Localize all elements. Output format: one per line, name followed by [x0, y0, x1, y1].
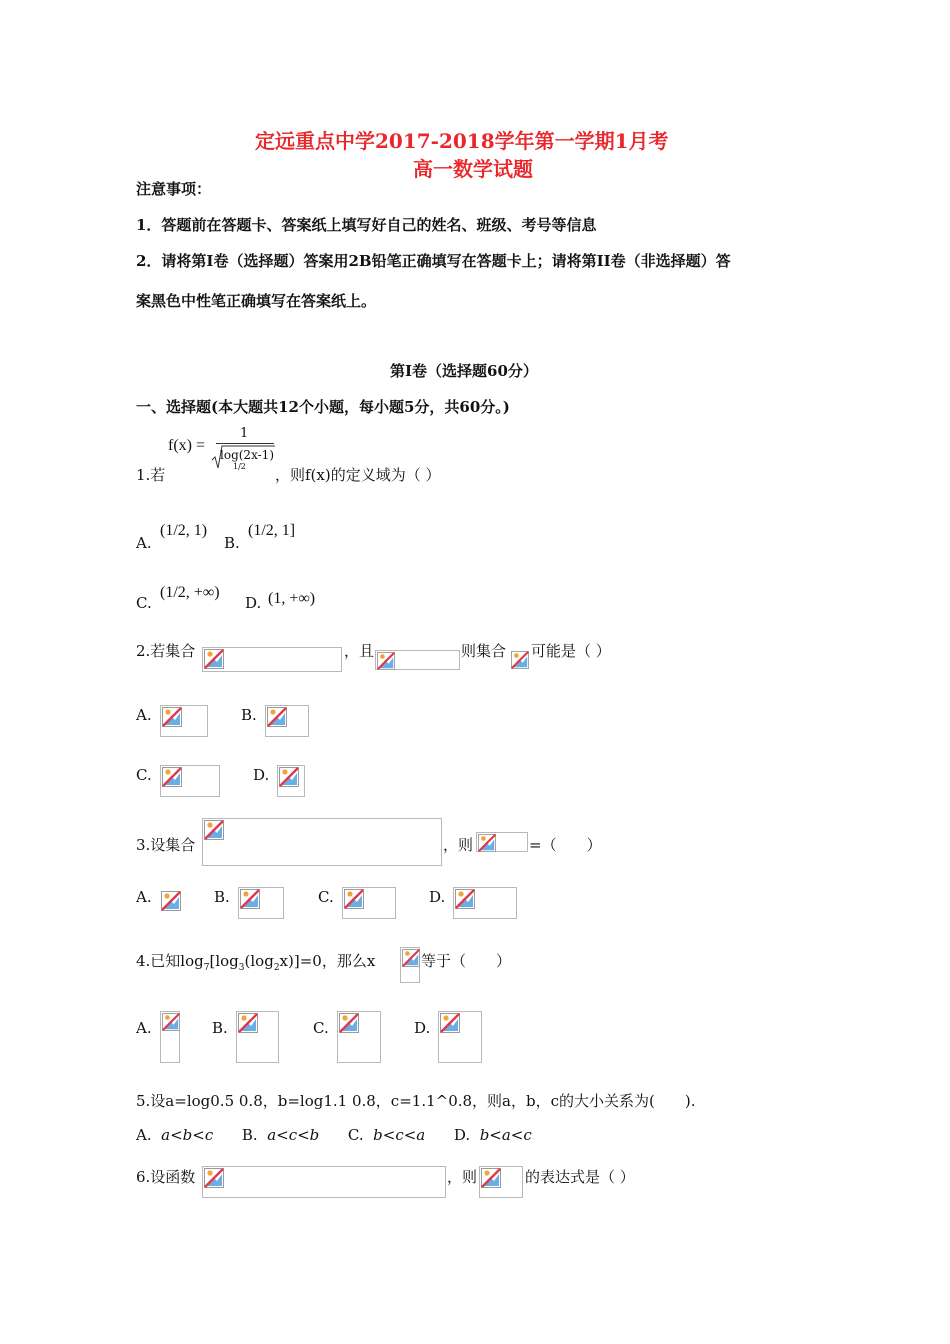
- q4-part-2: [log: [209, 952, 239, 970]
- q2-then-set: 则集合: [461, 642, 507, 660]
- q5-options: [136, 1126, 532, 1144]
- broken-image-icon: [204, 649, 224, 669]
- q3-option-b-image: [238, 887, 284, 919]
- q2-option-b-label: B.: [241, 706, 257, 724]
- q3-suffix: =（ ）: [529, 836, 602, 854]
- q1-log-text: log: [220, 448, 239, 462]
- q4-option-b-image: [236, 1011, 279, 1063]
- q1-option-c-value: (1/2, +∞): [160, 584, 220, 601]
- broken-image-icon: [455, 889, 475, 909]
- q3-option-d-image: [453, 887, 517, 919]
- q5-option-c-value: b<c<a: [373, 1126, 426, 1144]
- q1-option-a-value: (1/2, 1): [160, 522, 208, 539]
- broken-image-icon: [511, 651, 529, 669]
- q4-part-4: x)]=0，那么x: [279, 952, 376, 970]
- q5-option-a-label: A.: [136, 1126, 152, 1144]
- broken-image-icon: [344, 889, 364, 909]
- q4-option-a-label: A.: [136, 1019, 152, 1037]
- q4-option-a-image: [160, 1011, 180, 1063]
- q3-prefix: 3.设集合: [136, 836, 196, 854]
- q1-log-arg: (2x-1): [238, 448, 274, 462]
- q6-suffix: 的表达式是（ ）: [525, 1168, 635, 1186]
- q5-option-b-value: a<c<b: [267, 1126, 320, 1144]
- q4-part-1: 4.已知log: [136, 952, 204, 970]
- q2-set-b-image: [510, 650, 530, 670]
- q2-option-d-image: [277, 765, 305, 797]
- q2-option-c-label: C.: [136, 766, 152, 784]
- q5-stem: 5.设a=log0.5 0.8，b=log1.1 0.8，c=1.1^0.8，则a，b，c的大小关系为( ).: [136, 1092, 696, 1110]
- notice-item-2-cont: 案黑色中性笔正确填写在答案纸上。: [136, 292, 377, 310]
- q3-expression-image: [476, 832, 528, 852]
- q4-part-3: (log: [244, 952, 274, 970]
- broken-image-icon: [440, 1013, 460, 1033]
- q2-condition-image: [375, 650, 460, 670]
- q3-option-a-label: A.: [136, 888, 152, 906]
- q4-sub-1: 7: [203, 963, 210, 973]
- q2-option-d-label: D.: [253, 766, 270, 784]
- notice-heading: 注意事项：: [136, 180, 212, 198]
- exam-title: 定远重点中学2017-2018学年第一学期1月考: [255, 129, 669, 153]
- q4-exponent-image: [400, 947, 420, 983]
- q3-option-c-label: C.: [318, 888, 334, 906]
- q5-option-d-label: D.: [453, 1126, 471, 1144]
- q3-option-a-image: [160, 890, 182, 914]
- broken-image-icon: [162, 767, 182, 787]
- q4-option-c-label: C.: [313, 1019, 329, 1037]
- q5-option-a-value: a<b<c: [161, 1126, 214, 1144]
- q2-option-a-image: [160, 705, 208, 737]
- q4-suffix: 等于（ ）: [421, 952, 512, 970]
- q2-suffix: 可能是（ ）: [531, 642, 611, 660]
- q1-formula-denominator: [220, 448, 274, 462]
- broken-image-icon: [478, 834, 496, 852]
- q1-option-d-value: (1, +∞): [268, 590, 316, 607]
- q3-set-image: [202, 818, 442, 866]
- q4-option-c-image: [337, 1011, 381, 1063]
- q2-prefix: 2.若集合: [136, 642, 196, 660]
- q4-stem: [136, 950, 375, 973]
- q1-option-c-label: C.: [136, 594, 152, 612]
- q4-option-d-image: [438, 1011, 482, 1063]
- q4-option-b-label: B.: [212, 1019, 228, 1037]
- broken-image-icon: [402, 949, 420, 967]
- q1-option-d-label: D.: [245, 594, 262, 612]
- broken-image-icon: [377, 652, 395, 670]
- broken-image-icon: [267, 707, 287, 727]
- q2-and: ，且: [344, 642, 375, 660]
- q5-option-c-label: C.: [347, 1126, 364, 1144]
- q6-function-image: [202, 1166, 446, 1198]
- broken-image-icon: [238, 1013, 258, 1033]
- q1-prefix: 1.若: [136, 466, 166, 484]
- q1-log-base: 1/2: [233, 462, 246, 471]
- broken-image-icon: [204, 1168, 224, 1188]
- broken-image-icon: [339, 1013, 359, 1033]
- q4-sub-3: 2: [273, 963, 280, 973]
- q2-option-a-label: A.: [136, 706, 152, 724]
- q6-expression-image: [479, 1166, 523, 1198]
- q3-option-d-label: D.: [429, 888, 446, 906]
- q4-sub-2: 3: [238, 963, 245, 973]
- q6-then: ，则: [447, 1168, 478, 1186]
- q1-option-b-label: B.: [224, 534, 240, 552]
- q4-option-d-label: D.: [414, 1019, 431, 1037]
- exam-subtitle: 高一数学试题: [413, 157, 533, 181]
- q1-formula-numerator: 1: [240, 426, 249, 441]
- q3-option-c-image: [342, 887, 396, 919]
- notice-item-1: 1．答题前在答题卡、答案纸上填写好自己的姓名、班级、考号等信息: [136, 216, 597, 234]
- q1-option-a-label: A.: [136, 534, 152, 552]
- q5-option-b-label: B.: [241, 1126, 258, 1144]
- broken-image-icon: [161, 891, 181, 911]
- q2-set-a-image: [202, 647, 342, 672]
- q1-suffix: ，则f(x)的定义域为（ ）: [275, 466, 441, 484]
- broken-image-icon: [240, 889, 260, 909]
- notice-item-2: 2．请将第I卷（选择题）答案用2B铅笔正确填写在答题卡上；请将第II卷（非选择题）答: [136, 252, 731, 270]
- q5-option-d-value: b<a<c: [479, 1126, 532, 1144]
- q3-then: ，则: [443, 836, 474, 854]
- q1-option-b-value: (1/2, 1]: [248, 522, 296, 539]
- broken-image-icon: [162, 1013, 180, 1031]
- q2-option-b-image: [265, 705, 309, 737]
- broken-image-icon: [162, 707, 182, 727]
- section-title: 第I卷（选择题60分）: [390, 362, 538, 380]
- q2-option-c-image: [160, 765, 220, 797]
- q6-prefix: 6.设函数: [136, 1168, 196, 1186]
- broken-image-icon: [279, 767, 299, 787]
- q1-formula-lhs: f(x) =: [168, 437, 206, 454]
- part-heading: 一、选择题(本大题共12个小题，每小题5分，共60分。): [136, 398, 510, 416]
- q3-option-b-label: B.: [214, 888, 230, 906]
- broken-image-icon: [204, 820, 224, 840]
- broken-image-icon: [481, 1168, 501, 1188]
